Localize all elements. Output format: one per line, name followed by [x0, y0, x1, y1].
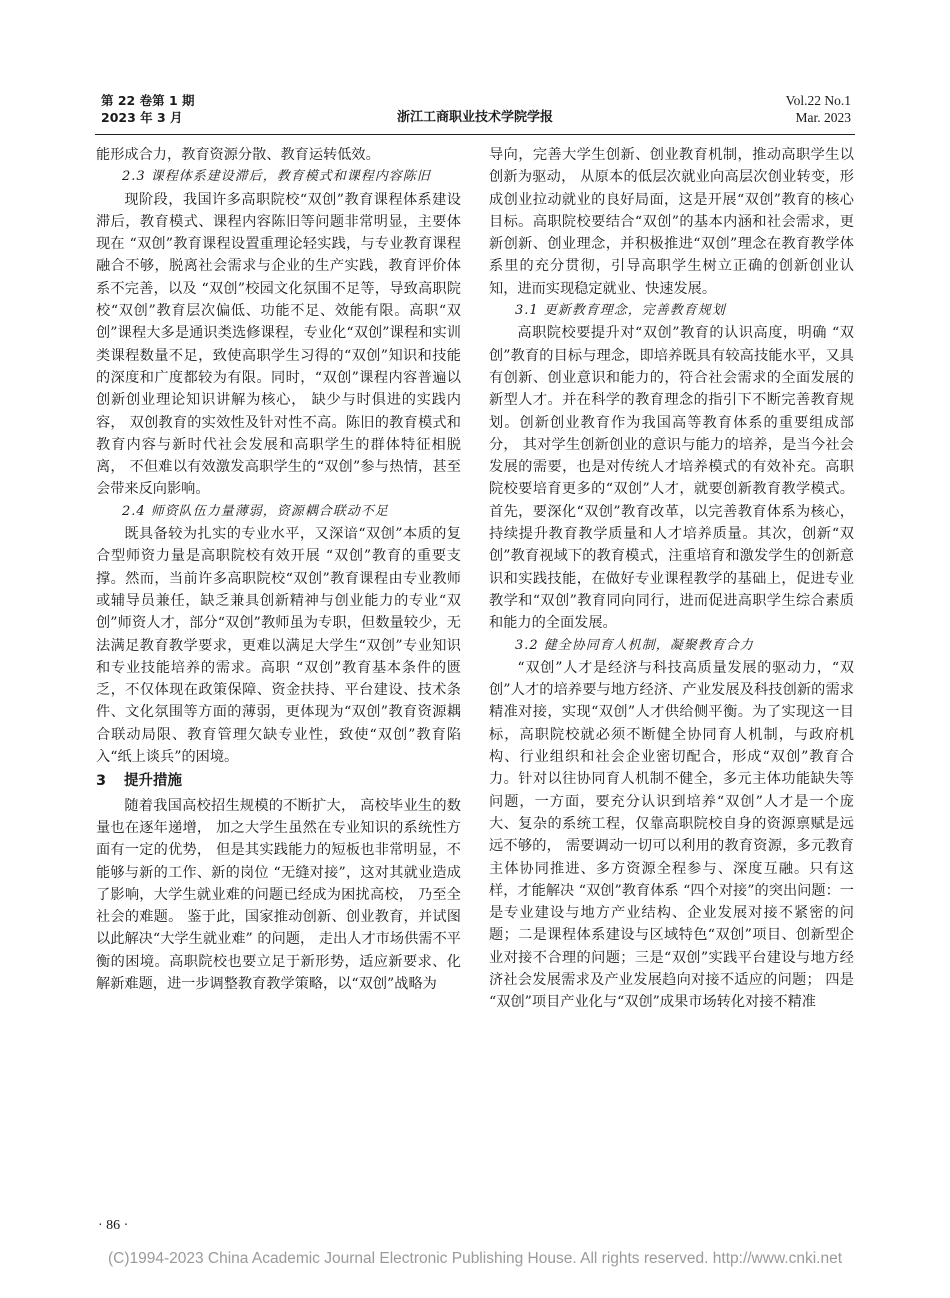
header-rule [95, 134, 855, 135]
subsection-heading: 2.4 师资队伍力量薄弱，资源耦合联动不足 [122, 503, 389, 519]
subsection-heading: 3.2 健全协同育人机制，凝聚教育合力 [515, 637, 754, 653]
section-heading [96, 770, 461, 792]
section-title: 提升措施 [124, 773, 182, 790]
body-paragraph: 导向，完善大学生创新、创业教育机制，推动高职学生以创新为驱动， 从原本的低层次就业向高层次创业转变，形成创业拉动就业的良好局面，这是开展“双创”教育的核心目标。高职院校要结合“双创”的基本内涵和社会需求，更新创新、创业理念，并积极推进“双创”理念在教育教学体系里的充分贯彻，引导高职学生树立正确的创新创业认知，进而实现稳定就业、快速发展。 [489, 147, 854, 297]
section-number: 3 [96, 773, 107, 790]
page-number: · 86 · [98, 1218, 129, 1233]
body-paragraph: 高职院校要提升对“双创”教育的认识高度，明确 “双创”教育的目标与理念，即培养既具有较高技能水平，又具有创新、创业意识和能力的，符合社会需求的全面发展的新型人才。并在科学的教育理念的指引下不断完善教育规划。创新创业教育作为我国高等教育体系的重要组成部分， 其对学生创新创业的意识与能力的培养，是当今社会发展的需要，也是对传统人才培养模式的有效补充。高职院校要培育更多的“双创”人才，就要创新教育教学模式。首先，要深化“双创”教育改革，以完善教育体系为核心，持续提升教育教学质量和人才培养质量。其次，创新“双创”教育视域下的教育模式，注重培育和激发学生的创新意识和实践技能，在做好专业课程教学的基础上，促进专业教学和“双创”教育同向同行，进而促进高职学生综合素质和能力的全面发展。 [489, 325, 854, 632]
page-header [95, 92, 855, 132]
body-paragraph: “双创”人才是经济与科技高质量发展的驱动力，“双创”人才的培养要与地方经济、产业发展及科技创新的需求精准对接，实现“双创”人才供给侧平衡。为了实现这一目标，高职院校就必须不断健全协同育人机制，与政府机构、行业组织和社会企业密切配合，形成“双创”教育合力。针对以往协同育人机制不健全，多元主体功能缺失等问题，一方面，要充分认识到培养“双创”人才是一个庞大、复杂的系统工程，仅靠高职院校自身的资源禀赋是远远不够的， 需要调动一切可以利用的教育资源，多元教育主体协同推进、多方资源全程参与、深度互融。只有这样，才能解决 “双创”教育体系 “四个对接”的突出问题：一是专业建设与地方产业结构、企业发展对接不紧密的问题；二是课程体系建设与区域特色“双创”项目、创新型企业对接不合理的问题；三是“双创”实践平台建设与地方经济社会发展需求及产业发展趋向对接不适应的问题； 四是 “双创”项目产业化与“双创”成果市场转化对接不精准 [489, 659, 854, 1011]
volume-issue-en: Vol.22 No.1 [785, 93, 851, 108]
body-paragraph: 既具备较为扎实的专业水平，又深谙“双创”本质的复合型师资力量是高职院校有效开展 “双创”教育的重要支撑。然而，当前许多高职院校“双创”教育课程由专业教师或辅导员兼任，缺乏兼具创新精神与创业能力的专业“双创”师资人才，部分“双创”教师虽为专职，但数量较少，无法满足教育教学要求，更难以满足大学生“双创”专业知识和专业技能培养的需求。高职 “双创”教育基本条件的匮乏，不仅体现在政策保障、资金扶持、平台建设、技术条件、文化氛围等方面的薄弱，更体现为“双创”教育资源耦合联动局限、教育管理欠缺专业性，致使“双创”教育陷入“纸上谈兵”的困境。 [96, 526, 461, 766]
header-right [786, 92, 851, 126]
publication-date-en: Mar. 2023 [795, 110, 851, 125]
left-column [96, 144, 461, 995]
subsection-heading: 2.3 课程体系建设滞后，教育模式和课程内容陈旧 [122, 169, 431, 185]
volume-issue: 第 22 卷第 1 期 [101, 93, 195, 108]
copyright-notice: (C)1994-2023 China Academic Journal Electronic Publishing House. All rights reserved. http://www.cnki.net [107, 1250, 843, 1267]
body-paragraph: 现阶段，我国许多高职院校“双创”教育课程体系建设滞后，教育模式、课程内容陈旧等问题非常明显，主要体现在 “双创”教育课程设置重理论轻实践，与专业教育课程融合不够，脱离社会需求与企业的生产实践，教育评价体系不完善，以及 “双创”校园文化氛围不足等，导致高职院校“双创”教育层次偏低、功能不足、效能有限。高职“双创”课程大多是通识类选修课程，专业化“双创”课程和实训类课程数量不足，致使高职学生习得的“双创”知识和技能的深度和广度都较为有限。同时，“双创”课程内容普遍以创新创业理论知识讲解为核心， 缺少与时俱进的实践内容， 双创教育的实效性及针对性不高。陈旧的教育模式和教育内容与新时代社会发展和高职学生的群体特征相脱离， 不但难以有效激发高职学生的“双创”参与热情，甚至会带来反向影响。 [96, 191, 461, 498]
body-paragraph: 能形成合力，教育资源分散、教育运转低效。 [96, 147, 380, 163]
journal-title: 浙江工商职业技术学院学报 [396, 110, 553, 125]
publication-date: 2023 年 3 月 [101, 110, 183, 125]
body-paragraph: 随着我国高校招生规模的不断扩大， 高校毕业生的数量也在逐年递增， 加之大学生虽然在专业知识的系统性方面有一定的优势， 但是其实践能力的短板也非常明显，不能够与新的工作、新的岗位 “无缝对接”，这对其就业造成了影响，大学生就业难的问题已经成为困扰高校， 乃至全社会的难题。 鉴于此，国家推动创新、创业教育，并试图以此解决“大学生就业难” 的问题， 走出人才市场供需不平衡的困境。高职院校也要立足于新形势，适应新要求、化解新难题，进一步调整教育教学策略，以“双创”战略为 [96, 797, 461, 992]
subsection-heading: 3.1 更新教育理念，完善教育规划 [515, 303, 726, 319]
right-column [489, 144, 854, 1014]
